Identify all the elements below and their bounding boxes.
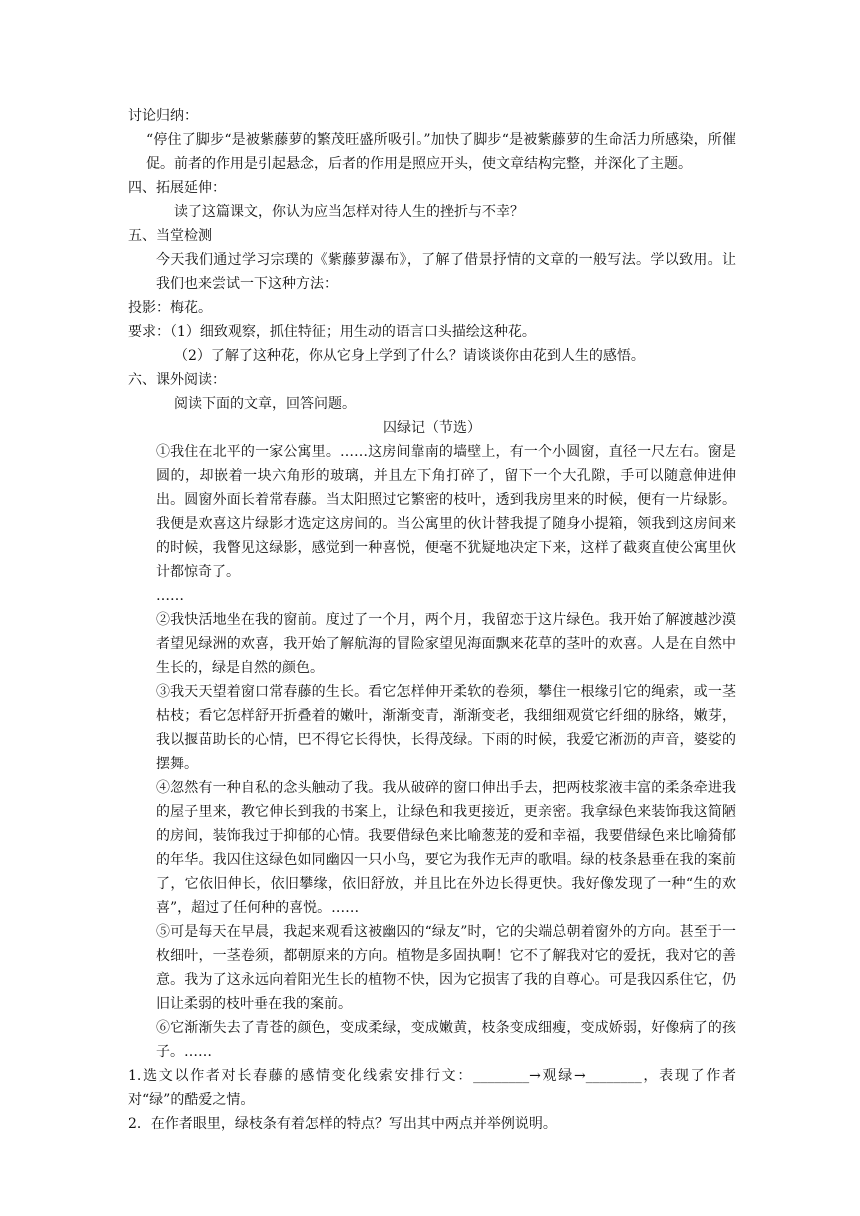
discussion-body: “停住了脚步“是被紫藤萝的繁茂旺盛所吸引。”加快了脚步“是被紫藤萝的生命活力所感染，所催促。前者的作用是引起悬念，后者的作用是照应开头，使文章结构完整，并深化了主题。 bbox=[146, 132, 736, 172]
article-title: 囚绿记（节选） bbox=[383, 420, 481, 436]
article-paragraph-4: ④忽然有一种自私的念头触动了我。我从破碎的窗口伸出手去，把两枝浆液丰富的柔条牵进我的屋子里来，教它伸长到我的书案上，让绿色和我更接近，更亲密。我拿绿色来装饰我这简陋的房间，装饰我过于抑郁的心情。我要借绿色来比喻葱茏的爱和幸福，我要借绿色来比喻猗郁的年华。我囚住这绿色如同幽囚一只小鸟，要它为我作无声的歌唱。绿的枝条悬垂在我的案前了，它依旧伸长，依旧攀缘，依旧舒放，并且比在外边长得更快。我好像发现了一种“生的欢喜”，超过了任何种的喜悦。…… bbox=[156, 780, 736, 916]
discussion-heading: 讨论归纳： bbox=[128, 108, 198, 124]
requirement-2: （2）了解了这种花，你从它身上学到了什么？请谈谈你由花到人生的感悟。 bbox=[174, 348, 645, 364]
document-page bbox=[128, 104, 736, 1136]
question-1: 1.选文以作者对长春藤的感情变化线索安排行文：________→观绿→________，表现了作者对“绿”的酷爱之情。 bbox=[128, 1068, 736, 1108]
article-paragraph-5: ⑤可是每天在早晨，我起来观看这被幽囚的“绿友”时，它的尖端总朝着窗外的方向。甚至于一枚细叶，一茎卷须，都朝原来的方向。植物是多固执啊！它不了解我对它的爱抚，我对它的善意。我为了这永远向着阳光生长的植物不快，因为它损害了我的自尊心。可是我囚系住它，仍旧让柔弱的枝叶垂在我的案前。 bbox=[156, 924, 736, 1012]
requirement-1: 要求：（1）细致观察，抓住特征；用生动的语言口头描绘这种花。 bbox=[128, 324, 536, 340]
article-ellipsis: …… bbox=[156, 588, 184, 604]
article-paragraph-1: ①我住在北平的一家公寓里。……这房间靠南的墙壁上，有一个小圆窗，直径一尺左右。窗是圆的，却嵌着一块六角形的玻璃，并且左下角打碎了，留下一个大孔隙，手可以随意伸进伸出。圆窗外面长着常春藤。当太阳照过它繁密的枝叶，透到我房里来的时候，便有一片绿影。我便是欢喜这片绿影才选定这房间的。当公寓里的伙计替我提了随身小提箱，领我到这房间来的时候，我瞥见这绿影，感觉到一种喜悦，便毫不犹疑地决定下来，这样了截爽直使公寓里伙计都惊奇了。 bbox=[156, 444, 736, 580]
question-2: 2．在作者眼里，绿枝条有着怎样的特点？写出其中两点并举例说明。 bbox=[128, 1116, 557, 1132]
section-4-heading: 四、拓展延伸： bbox=[128, 180, 226, 196]
article-paragraph-6: ⑥它渐渐失去了青苍的颜色，变成柔绿，变成嫩黄，枝条变成细瘦，变成娇弱，好像病了的孩子。…… bbox=[156, 1020, 736, 1060]
article-paragraph-2: ②我快活地坐在我的窗前。度过了一个月，两个月，我留恋于这片绿色。我开始了解渡越沙漠者望见绿洲的欢喜，我开始了解航海的冒险家望见海面飘来花草的茎叶的欢喜。人是在自然中生长的，绿是自然的颜色。 bbox=[156, 612, 736, 676]
article-paragraph-3: ③我天天望着窗口常春藤的生长。看它怎样伸开柔软的卷须，攀住一根缘引它的绳索，或一茎枯枝；看它怎样舒开折叠着的嫩叶，渐渐变青，渐渐变老，我细细观赏它纤细的脉络，嫩芽，我以揠苗助长的心情，巴不得它长得快，长得茂绿。下雨的时候，我爱它淅沥的声音，婆娑的摆舞。 bbox=[156, 684, 736, 772]
projection-line: 投影：梅花。 bbox=[128, 300, 212, 316]
section-6-heading: 六、课外阅读： bbox=[128, 372, 226, 388]
reading-instruction: 阅读下面的文章，回答问题。 bbox=[174, 396, 356, 412]
section-5-intro: 今天我们通过学习宗璞的《紫藤萝瀑布》，了解了借景抒情的文章的一般写法。学以致用。让我们也来尝试一下这种方法： bbox=[156, 252, 736, 292]
section-5-heading: 五、当堂检测 bbox=[128, 228, 212, 244]
section-4-question: 读了这篇课文，你认为应当怎样对待人生的挫折与不幸？ bbox=[174, 204, 524, 220]
